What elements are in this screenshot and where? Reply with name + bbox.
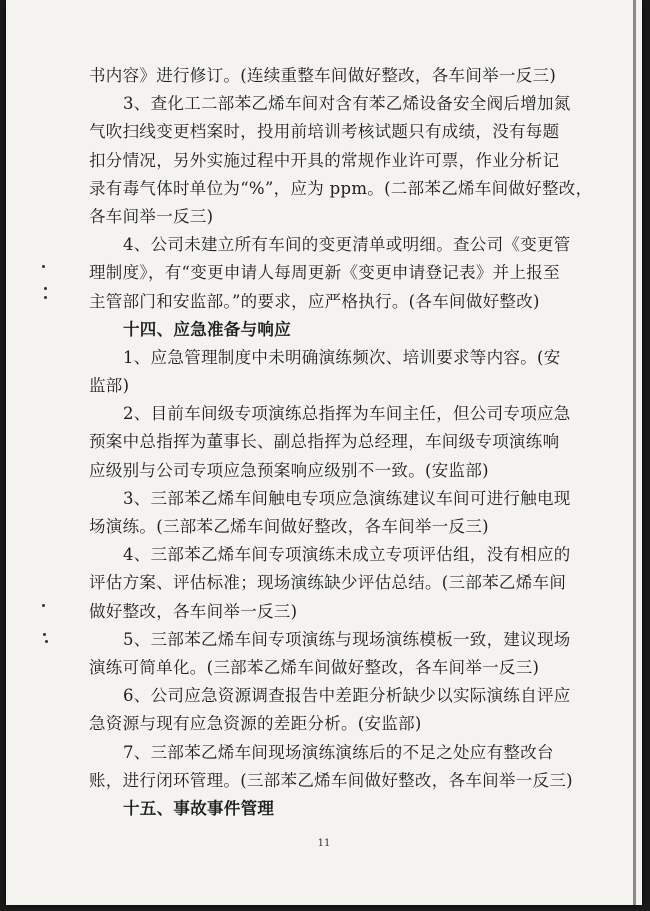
text-line: 2、目前车间级专项演练总指挥为车间主任，但公司专项应急 (123, 404, 571, 424)
scan-speck (45, 640, 48, 643)
text-line: 主管部门和安监部。”的要求，应严格执行。(各车间做好整改) (89, 291, 540, 311)
scan-speck (43, 633, 46, 636)
scan-speck (42, 265, 45, 268)
text-line: 7、三部苯乙烯车间现场演练演练后的不足之处应有整改台 (123, 742, 554, 762)
scan-speck (44, 296, 47, 299)
document-page (6, 0, 642, 905)
text-line: 气吹扫线变更档案时，投用前培训考核试题只有成绩，没有每题 (89, 122, 560, 142)
text-line: 书内容》进行修订。(连续重整车间做好整改，各车间举一反三) (89, 66, 557, 85)
text-line: 场演练。(三部苯乙烯车间做好整改，各车间举一反三) (89, 517, 489, 536)
text-line: 预案中总指挥为董事长、副总指挥为总经理，车间级专项演练响 (89, 432, 560, 452)
text-line: 急资源与现有应急资源的差距分析。(安监部) (89, 714, 422, 734)
text-line: 4、三部苯乙烯车间专项演练未成立专项评估组，没有相应的 (123, 545, 571, 565)
section-heading: 十四、应急准备与响应 (123, 319, 291, 339)
text-line: 录有毒气体时单位为“%”，应为 ppm。(二部苯乙烯车间做好整改， (89, 178, 593, 198)
text-line: 账，进行闭环管理。(三部苯乙烯车间做好整改，各车间举一反三) (89, 770, 573, 790)
text-line: 演练可简单化。(三部苯乙烯车间做好整改，各车间举一反三) (89, 657, 540, 677)
page-number: 11 (317, 838, 331, 849)
text-line: 应级别与公司专项应急预案响应级别不一致。(安监部) (89, 460, 489, 480)
text-line: 监部) (89, 376, 130, 396)
text-line: 1、应急管理制度中未明确演练频次、培训要求等内容。(安 (123, 347, 561, 367)
text-line: 扣分情况，另外实施过程中开具的常规作业许可票，作业分析记 (89, 150, 560, 170)
text-line: 各车间举一反三) (89, 206, 214, 226)
text-line: 3、三部苯乙烯车间触电专项应急演练建议车间可进行触电现 (123, 488, 571, 508)
text-line: 做好整改，各车间举一反三) (89, 601, 298, 621)
page-edge-shadow (633, 0, 636, 905)
text-line: 6、公司应急资源调查报告中差距分析缺少以实际演练自评应 (123, 686, 571, 706)
text-line: 评估方案、评估标准；现场演练缺少评估总结。(三部苯乙烯车间 (89, 573, 567, 593)
text-line: 5、三部苯乙烯车间专项演练与现场演练模板一致，建议现场 (123, 629, 571, 649)
text-line: 理制度》，有“变更申请人每周更新《变更申请登记表》并上报至 (89, 263, 560, 283)
document-body (89, 62, 599, 823)
text-line: 3、查化工二部苯乙烯车间对含有苯乙烯设备安全阀后增加氮 (123, 94, 571, 114)
scan-speck (42, 604, 45, 607)
text-line: 4、公司未建立所有车间的变更清单或明细。查公司《变更管 (123, 235, 571, 255)
section-heading: 十五、事故事件管理 (123, 798, 275, 818)
scan-speck (44, 287, 47, 290)
